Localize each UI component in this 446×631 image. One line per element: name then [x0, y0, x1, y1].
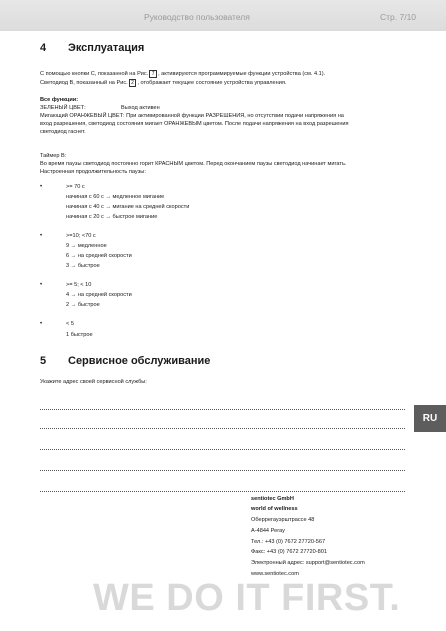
company-tagline: world of wellness	[251, 506, 298, 512]
bullet-line: 6 → на средней скорости	[66, 253, 132, 259]
section-4-title: Эксплуатация	[68, 42, 145, 54]
address-street: Оберрегауэрштрассе 48	[251, 517, 315, 523]
bullet-dot: •	[40, 282, 43, 288]
address-city: A-4844 Регау	[251, 528, 285, 534]
functions-heading: Все функции:	[40, 97, 79, 103]
address-line[interactable]	[40, 470, 405, 471]
section-5-title: Сервисное обслуживание	[68, 355, 211, 367]
bullet-dot: •	[40, 321, 43, 327]
bullet-line: 9 → медленное	[66, 243, 107, 249]
language-tab: RU	[414, 405, 446, 432]
header-title: Руководство пользователя	[144, 12, 250, 22]
address-line[interactable]	[40, 491, 405, 492]
figure-ref-box: 2	[129, 79, 137, 87]
bullet-line: 3 → быстрое	[66, 263, 100, 269]
contact-fax: Факс: +43 (0) 7672 27720-801	[251, 549, 327, 555]
green-label: ЗЕЛЕНЫЙ ЦВЕТ:	[40, 105, 86, 111]
bullet-head: >=10; <70 с	[66, 233, 96, 239]
service-address-prompt: Укажите адрес своей сервисной службы:	[40, 379, 147, 385]
bullet-head: >= 70 с	[66, 184, 85, 190]
orange-line: Мигающий ОРАНЖЕВЫЙ ЦВЕТ: При активированной функции РАЗРЕШЕНИЯ, но отсутствии подачи напряжения на	[40, 113, 344, 119]
bullet-line: начиная с 40 с → мигание на средней скорости	[66, 204, 190, 210]
timer-heading: Таймер В:	[40, 153, 67, 159]
section-4-number: 4	[40, 42, 47, 54]
address-line[interactable]	[40, 428, 405, 429]
paragraph-led-b: Светодиод В, показанный на Рис. 2 , отображает текущее состояние устройства управления.	[40, 80, 287, 86]
section-5-number: 5	[40, 355, 47, 367]
bullet-line: 1 быстрое	[66, 332, 93, 338]
company-name: sentiotec GmbH	[251, 496, 294, 502]
address-line[interactable]	[40, 409, 405, 410]
paragraph-button-c: С помощью кнопки С, показанной на Рис. 7 , активируются программируемые функции устройства (см. 4.1).	[40, 71, 326, 77]
bullet-line: 2 → быстрое	[66, 302, 100, 308]
address-line[interactable]	[40, 449, 405, 450]
bullet-head: >= 5; < 10	[66, 282, 92, 288]
page-number: Стр. 7/10	[380, 12, 417, 22]
figure-ref-box: 7	[149, 70, 157, 78]
timer-line: Во время паузы светодиод постоянно горит КРАСНЫМ цветом. Перед окончанием паузы светодиод начинает мигать.	[40, 161, 347, 167]
bullet-line: начиная с 60 с → медленное мигание	[66, 194, 165, 200]
green-value: Выход активен	[121, 105, 160, 111]
timer-line: Настроенная продолжительность паузы:	[40, 169, 146, 175]
contact-phone: Тел.: +43 (0) 7672 27720-567	[251, 539, 326, 545]
contact-email[interactable]: Электронный адрес: support@sentiotec.com	[251, 560, 365, 566]
bullet-dot: •	[40, 233, 43, 239]
orange-line: светодиод гаснет.	[40, 129, 86, 135]
bullet-head: < 5	[66, 321, 74, 327]
bullet-line: 4 → на средней скорости	[66, 292, 132, 298]
bullet-dot: •	[40, 184, 43, 190]
orange-line: вход разрешения, светодиод состояния мигает ОРАНЖЕВЫМ цветом. После подачи напряжения на вход разрешения	[40, 121, 349, 127]
slogan-watermark: WE DO IT FIRST.	[93, 577, 401, 619]
contact-website[interactable]: www.sentiotec.com	[251, 571, 299, 577]
bullet-line: начиная с 20 с → быстрое мигание	[66, 214, 158, 220]
